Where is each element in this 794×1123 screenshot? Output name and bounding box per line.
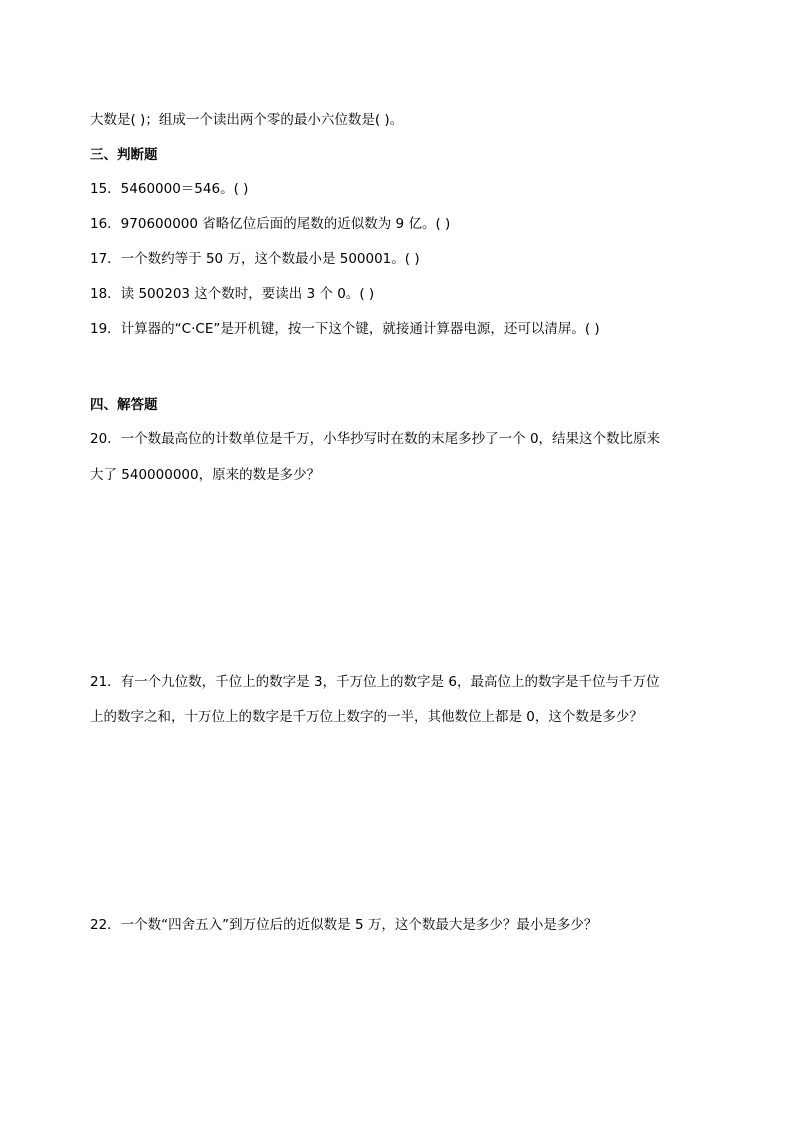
- question-16: 16．970600000 省略亿位后面的尾数的近似数为 9 亿。( ): [90, 216, 451, 232]
- question-15: 15．5460000＝546。( ): [90, 181, 249, 197]
- question-17: 17．一个数约等于 50 万，这个数最小是 500001。( ): [90, 251, 420, 267]
- section-title-answer: 四、解答题: [90, 397, 158, 413]
- continuation-line: 大数是( )；组成一个读出两个零的最小六位数是( )。: [90, 112, 404, 128]
- question-22: 22．一个数“四舍五入”到万位后的近似数是 5 万，这个数最大是多少？最小是多少？: [90, 917, 598, 933]
- question-21-line-1: 21．有一个九位数，千位上的数字是 3，千万位上的数字是 6，最高位上的数字是千位与千万位: [90, 674, 660, 690]
- question-19: 19．计算器的“C·CE”是开机键，按一下这个键，就接通计算器电源，还可以清屏。( ): [90, 321, 600, 337]
- question-18: 18．读 500203 这个数时，要读出 3 个 0。( ): [90, 286, 375, 302]
- section-title-judgment: 三、判断题: [90, 147, 158, 163]
- question-20-line-2: 大了 540000000，原来的数是多少？: [90, 467, 321, 483]
- question-20-line-1: 20．一个数最高位的计数单位是千万，小华抄写时在数的末尾多抄了一个 0，结果这个数比原来: [90, 431, 661, 447]
- question-21-line-2: 上的数字之和，十万位上的数字是千万位上数字的一半，其他数位上都是 0，这个数是多少？: [90, 709, 643, 725]
